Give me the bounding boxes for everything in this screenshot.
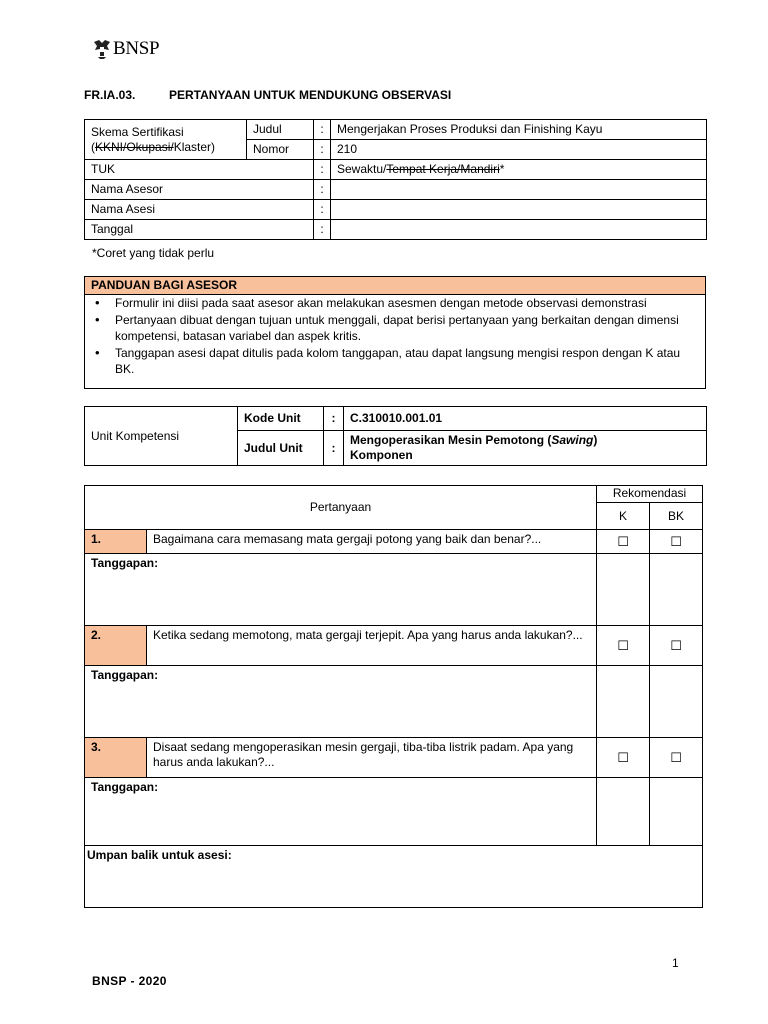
panduan-list — [85, 295, 705, 378]
panduan-box — [84, 276, 706, 389]
logo-text: BNSP — [113, 38, 160, 59]
unit-table — [84, 406, 707, 466]
tanggal-label: Tanggal — [85, 220, 314, 240]
judul-label: Judul — [247, 120, 314, 140]
question-number: 2. — [85, 626, 147, 666]
k-response-cell — [597, 554, 650, 626]
k-checkbox[interactable]: ☐ — [597, 530, 650, 554]
footer-text: BNSP - 2020 — [92, 974, 167, 988]
skema-sublabel: (KKNI/Okupasi/Klaster) — [91, 140, 216, 154]
asesor-value-field[interactable] — [331, 180, 707, 200]
question-text: Ketika sedang memotong, mata gergaji terjepit. Apa yang harus anda lakukan?... — [147, 626, 597, 666]
tuk-value: Sewaktu/Tempat Kerja/Mandiri* — [331, 160, 707, 180]
k-header: K — [597, 503, 650, 530]
questions-table — [84, 485, 703, 908]
tuk-label: TUK — [85, 160, 314, 180]
question-text: Disaat sedang mengoperasikan mesin gergaji, tiba-tiba listrik padam. Apa yang harus anda lakukan?... — [147, 738, 597, 778]
bk-checkbox[interactable]: ☐ — [650, 530, 703, 554]
skema-label-cell — [85, 120, 247, 160]
bk-checkbox[interactable]: ☐ — [650, 626, 703, 666]
header-table — [84, 119, 707, 240]
tanggapan-field[interactable]: Tanggapan: — [85, 778, 597, 846]
colon: : — [324, 407, 344, 431]
tanggapan-field[interactable]: Tanggapan: — [85, 554, 597, 626]
rekomendasi-header: Rekomendasi — [597, 486, 703, 503]
bk-response-cell — [650, 666, 703, 738]
page-number: 1 — [672, 956, 679, 970]
form-code: FR.IA.03. — [84, 88, 136, 102]
bk-header: BK — [650, 503, 703, 530]
panduan-title: PANDUAN BAGI ASESOR — [85, 277, 705, 295]
bk-response-cell — [650, 778, 703, 846]
tanggapan-field[interactable]: Tanggapan: — [85, 666, 597, 738]
kode-unit-value: C.310010.001.01 — [344, 407, 707, 431]
colon: : — [324, 431, 344, 466]
k-checkbox[interactable]: ☐ — [597, 738, 650, 778]
form-heading: PERTANYAAN UNTUK MENDUKUNG OBSERVASI — [169, 88, 452, 102]
eagle-emblem-icon — [92, 38, 112, 60]
panduan-item: • Pertanyaan dibuat dengan tujuan untuk menggali, dapat berisi pertanyaan yang berkaitan dengan dimensi kompetensi, batasan variabel dan aspek kritis. — [91, 312, 699, 345]
form-title — [84, 88, 451, 102]
colon: : — [314, 220, 331, 240]
k-response-cell — [597, 778, 650, 846]
bnsp-logo — [92, 36, 159, 62]
asesor-label: Nama Asesor — [85, 180, 314, 200]
colon: : — [314, 140, 331, 160]
kode-unit-label: Kode Unit — [238, 407, 324, 431]
nomor-value: 210 — [331, 140, 707, 160]
colon: : — [314, 120, 331, 140]
asesi-label: Nama Asesi — [85, 200, 314, 220]
nomor-label: Nomor — [247, 140, 314, 160]
tanggal-value-field[interactable] — [331, 220, 707, 240]
panduan-item: • Tanggapan asesi dapat ditulis pada kolom tanggapan, atau dapat langsung mengisi respon dengan K atau BK. — [91, 345, 699, 378]
colon: : — [314, 200, 331, 220]
umpan-balik-field[interactable]: Umpan balik untuk asesi: — [85, 846, 703, 908]
k-checkbox[interactable]: ☐ — [597, 626, 650, 666]
skema-struck-text: KKNI/Okupasi/ — [95, 140, 174, 154]
judul-value: Mengerjakan Proses Produksi dan Finishing Kayu — [331, 120, 707, 140]
judul-unit-value: Mengoperasikan Mesin Pemotong (Sawing) Komponen — [344, 431, 707, 466]
judul-unit-label: Judul Unit — [238, 431, 324, 466]
skema-label: Skema Sertifikasi — [91, 125, 184, 139]
panduan-item: • Formulir ini diisi pada saat asesor akan melakukan asesmen dengan metode observasi demonstrasi — [91, 295, 699, 312]
pertanyaan-header: Pertanyaan — [85, 486, 597, 530]
footnote: *Coret yang tidak perlu — [92, 246, 215, 260]
question-number: 1. — [85, 530, 147, 554]
asesi-value-field[interactable] — [331, 200, 707, 220]
colon: : — [314, 160, 331, 180]
bk-checkbox[interactable]: ☐ — [650, 738, 703, 778]
tuk-struck-text: Tempat Kerja/Mandiri — [386, 162, 500, 176]
unit-label: Unit Kompetensi — [85, 407, 238, 466]
question-number: 3. — [85, 738, 147, 778]
question-text: Bagaimana cara memasang mata gergaji potong yang baik dan benar?... — [147, 530, 597, 554]
k-response-cell — [597, 666, 650, 738]
bk-response-cell — [650, 554, 703, 626]
colon: : — [314, 180, 331, 200]
